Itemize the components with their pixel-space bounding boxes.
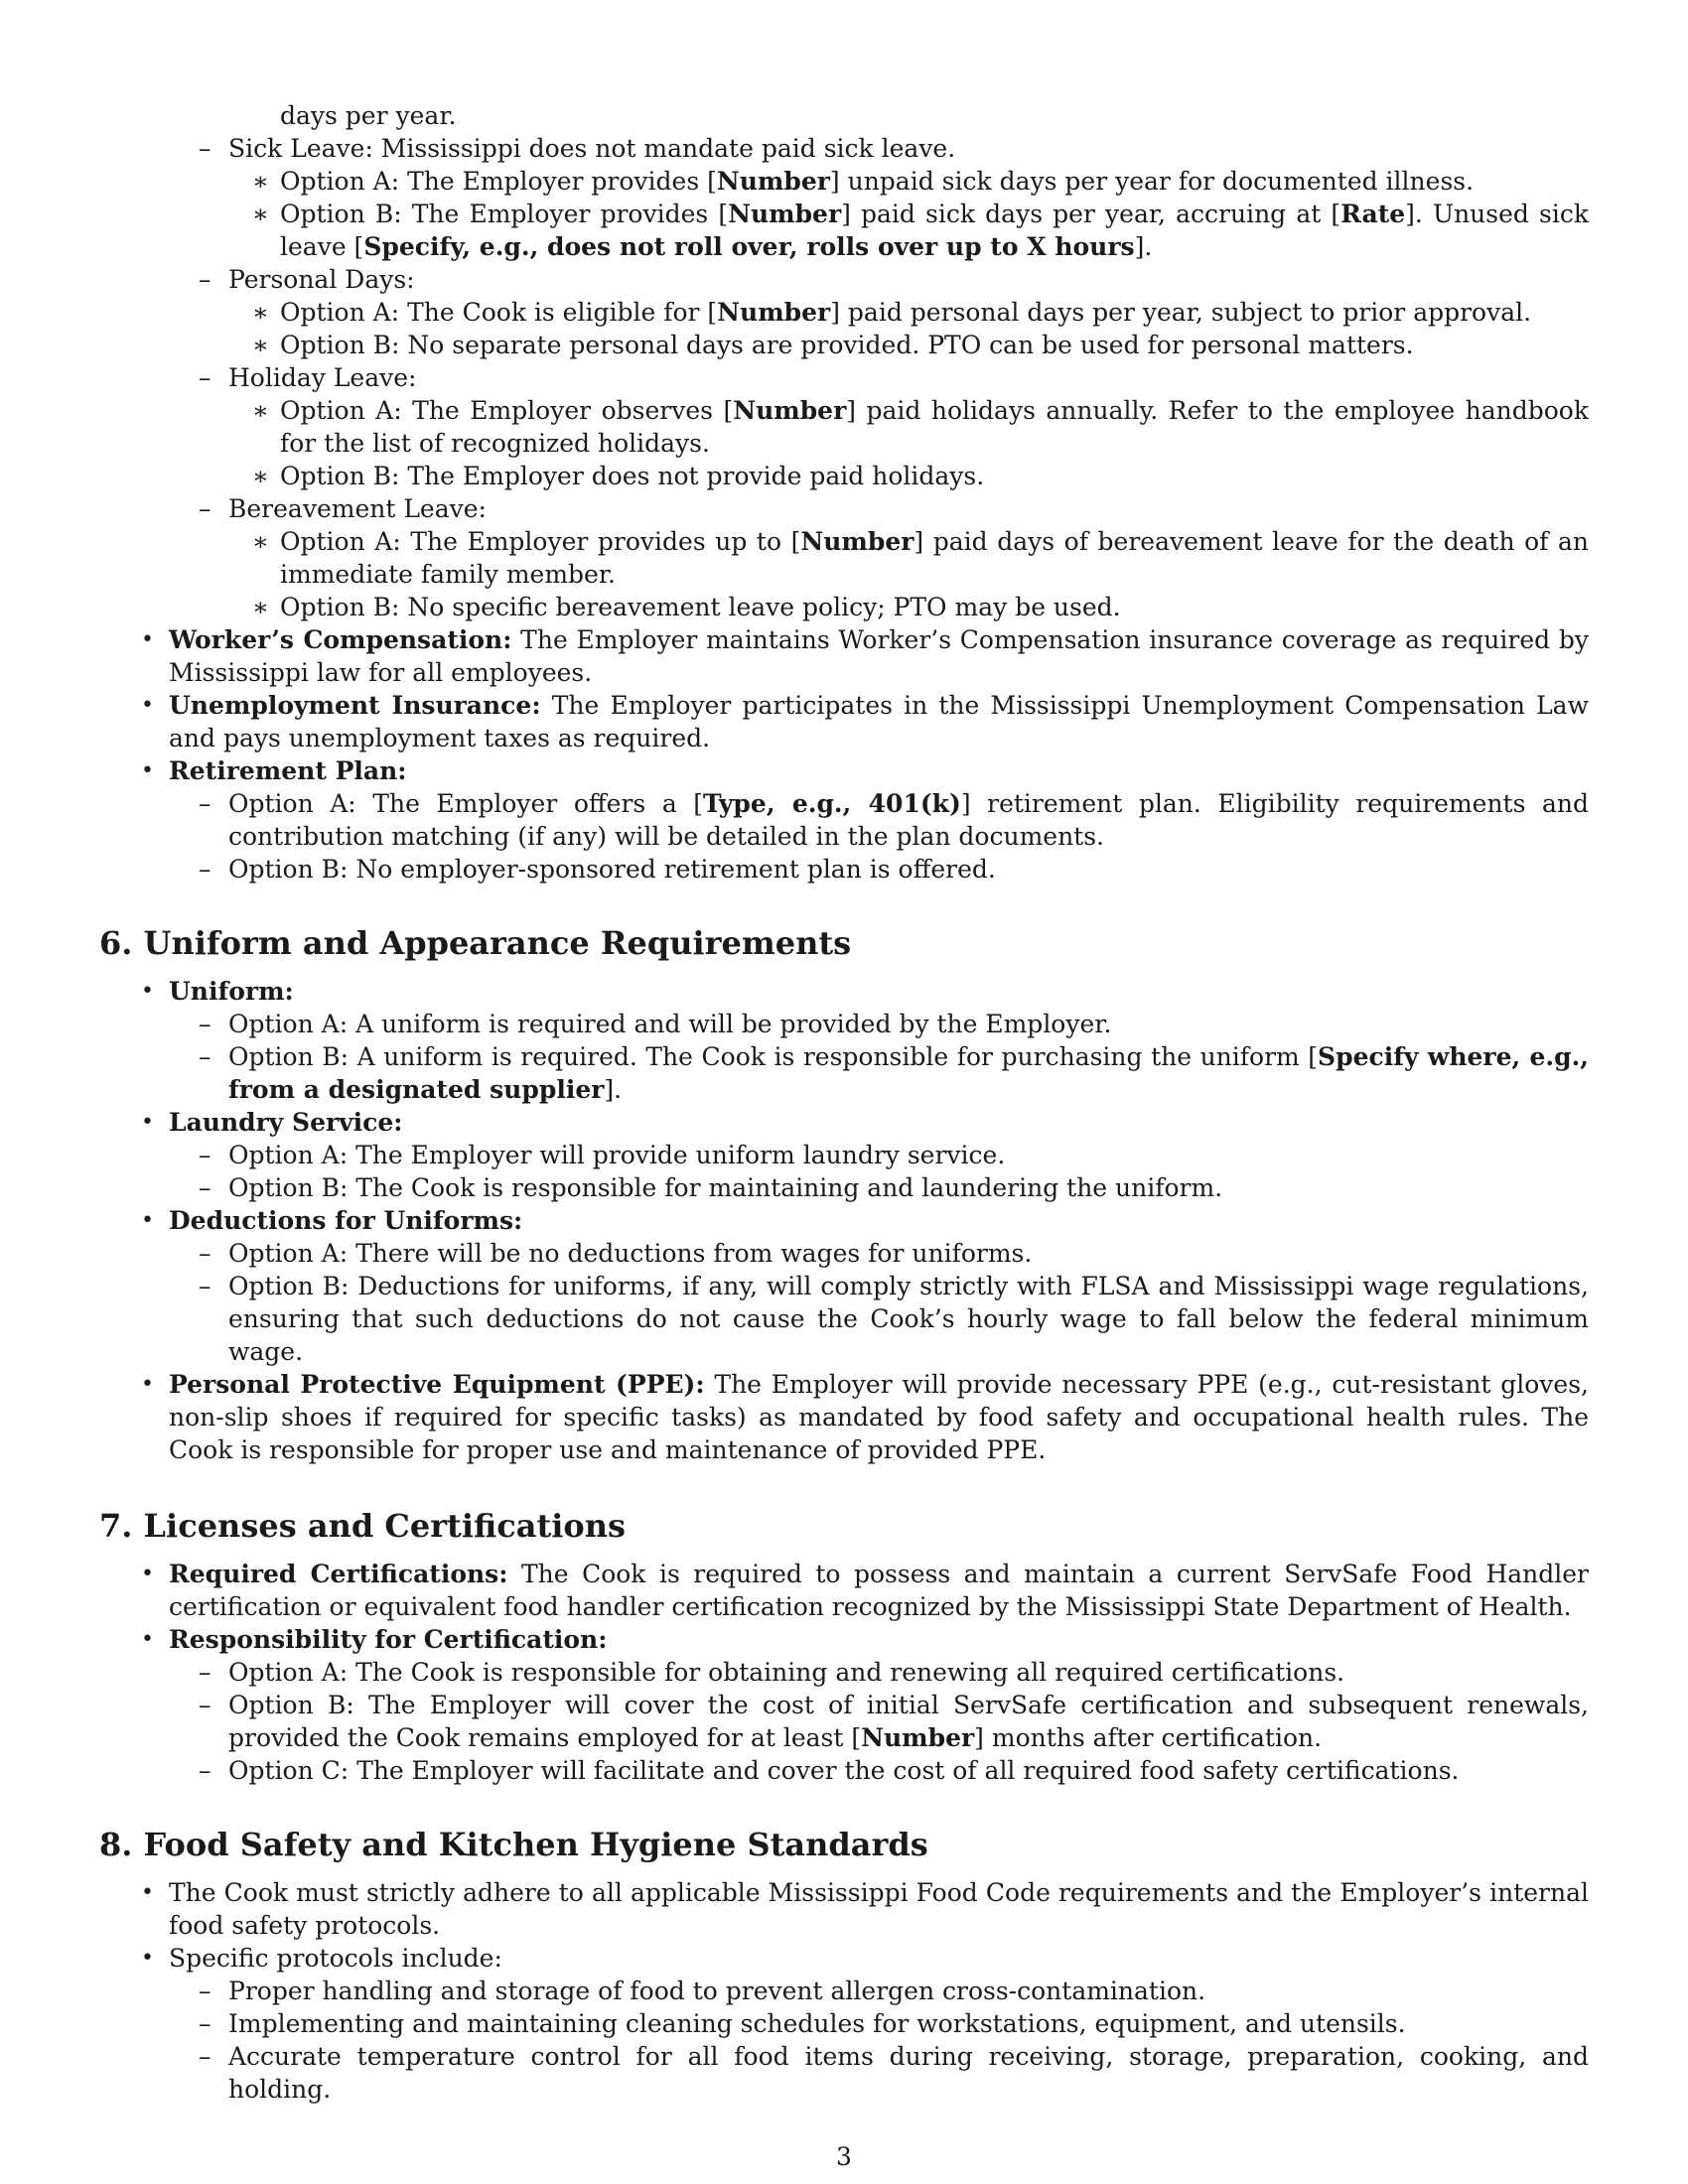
certification-option-a: – Option A: The Cook is responsible for obtaining and renewing all required certifications. bbox=[199, 1658, 1345, 1687]
retirement-option-a: – Option A: The Employer offers a [Type, e.g., 401(k)] retirement plan. Eligibility requirements and contribution matching (if any) will be detailed in the plan documents. bbox=[199, 789, 1590, 851]
protocol-list-item: – Accurate temperature control for all food items during receiving, storage, preparation, cooking, and holding. bbox=[199, 2042, 1589, 2104]
ppe-item: • Personal Protective Equipment (PPE): The Employer will provide necessary PPE (e.g., cut-resistant gloves, non-slip shoes if required for specific tasks) as mandated by food safety and occupational health rules. The Cook is responsible for proper use and maintenance of provided PPE. bbox=[141, 1370, 1590, 1464]
bereavement-option-b: ∗ Option B: No specific bereavement leave policy; PTO may be used. bbox=[252, 593, 1121, 621]
deductions-option-a: – Option A: There will be no deductions from wages for uniforms. bbox=[199, 1239, 1033, 1268]
uniform-item: • Uniform: bbox=[141, 977, 294, 1006]
holiday-option-a: ∗ Option A: The Employer observes [Number] paid holidays annually. Refer to the employee handbook for the list of recognized holidays. bbox=[252, 396, 1590, 458]
personal-option-a: ∗ Option A: The Cook is eligible for [Number] paid personal days per year, subject to prior approval. bbox=[252, 298, 1532, 327]
deductions-item: • Deductions for Uniforms: bbox=[141, 1206, 523, 1235]
leave-item-holiday: – Holiday Leave: bbox=[199, 363, 417, 392]
personal-option-b: ∗ Option B: No separate personal days are provided. PTO can be used for personal matters. bbox=[252, 331, 1414, 359]
laundry-option-a: – Option A: The Employer will provide uniform laundry service. bbox=[199, 1141, 1006, 1169]
protocol-list-item: – Implementing and maintaining cleaning schedules for workstations, equipment, and utensils. bbox=[199, 2009, 1406, 2038]
deductions-option-b: – Option B: Deductions for uniforms, if any, will comply strictly with FLSA and Mississippi wage regulations, ensuring that such deductions do not cause the Cook’s hourly wage to fall below the federal minimum wage. bbox=[199, 1272, 1589, 1366]
food-code-item: • The Cook must strictly adhere to all applicable Mississippi Food Code requirements and the Employer’s internal food safety protocols. bbox=[141, 1878, 1589, 1940]
bereavement-option-a: ∗ Option A: The Employer provides up to [Number] paid days of bereavement leave for the death of an immediate family member. bbox=[252, 527, 1590, 589]
retirement-option-b: – Option B: No employer-sponsored retirement plan is offered. bbox=[199, 855, 996, 884]
sick-option-b: ∗ Option B: The Employer provides [Number] paid sick days per year, accruing at [Rate]. Unused sick leave [Specify, e.g., does not roll over, rolls over up to X hours]. bbox=[252, 200, 1590, 261]
leave-item-personal: – Personal Days: bbox=[199, 265, 415, 294]
holiday-option-b: ∗ Option B: The Employer does not provide paid holidays. bbox=[252, 462, 985, 490]
certification-option-c: – Option C: The Employer will facilitate and cover the cost of all required food safety certifications. bbox=[199, 1756, 1460, 1785]
page-number: 3 bbox=[836, 2142, 852, 2171]
laundry-option-b: – Option B: The Cook is responsible for maintaining and laundering the uniform. bbox=[199, 1173, 1223, 1202]
continuation-text: days per year. bbox=[280, 101, 457, 130]
section-6-heading: 6. Uniform and Appearance Requirements bbox=[99, 924, 852, 962]
unemployment-item: • Unemployment Insurance: The Employer participates in the Mississippi Unemployment Compensation Law and pays unemployment taxes as required. bbox=[141, 691, 1589, 752]
leave-item-bereavement: – Bereavement Leave: bbox=[199, 494, 487, 523]
protocols-item: • Specific protocols include: bbox=[141, 1944, 502, 1973]
section-7-heading: 7. Licenses and Certifications bbox=[99, 1507, 627, 1545]
certification-option-b: – Option B: The Employer will cover the cost of initial ServSafe certification and subsequent renewals, provided the Cook remains employed for at least [Number] months after certification. bbox=[199, 1691, 1589, 1752]
retirement-item: • Retirement Plan: bbox=[141, 756, 407, 785]
leave-item-sick: – Sick Leave: Mississippi does not mandate paid sick leave. bbox=[199, 134, 956, 163]
required-certifications-item: • Required Certifications: The Cook is required to possess and maintain a current ServSafe Food Handler certification or equivalent food handler certification recognized by the Mississippi State Department of Health. bbox=[141, 1560, 1589, 1621]
document-page bbox=[99, 99, 1589, 2106]
laundry-item: • Laundry Service: bbox=[141, 1108, 403, 1137]
uniform-option-a: – Option A: A uniform is required and will be provided by the Employer. bbox=[199, 1010, 1112, 1038]
workers-comp-item: • Worker’s Compensation: The Employer maintains Worker’s Compensation insurance coverage as required by Mississippi law for all employees. bbox=[141, 625, 1589, 687]
sick-option-a: ∗ Option A: The Employer provides [Number] unpaid sick days per year for documented illness. bbox=[252, 167, 1475, 196]
protocol-list-item: – Proper handling and storage of food to prevent allergen cross-contamination. bbox=[199, 1977, 1206, 2005]
section-8-heading: 8. Food Safety and Kitchen Hygiene Standards bbox=[99, 1826, 928, 1863]
uniform-option-b: – Option B: A uniform is required. The Cook is responsible for purchasing the uniform [Specify where, e.g., from a designated supplier]. bbox=[199, 1042, 1589, 1104]
certification-responsibility-item: • Responsibility for Certification: bbox=[141, 1625, 608, 1654]
